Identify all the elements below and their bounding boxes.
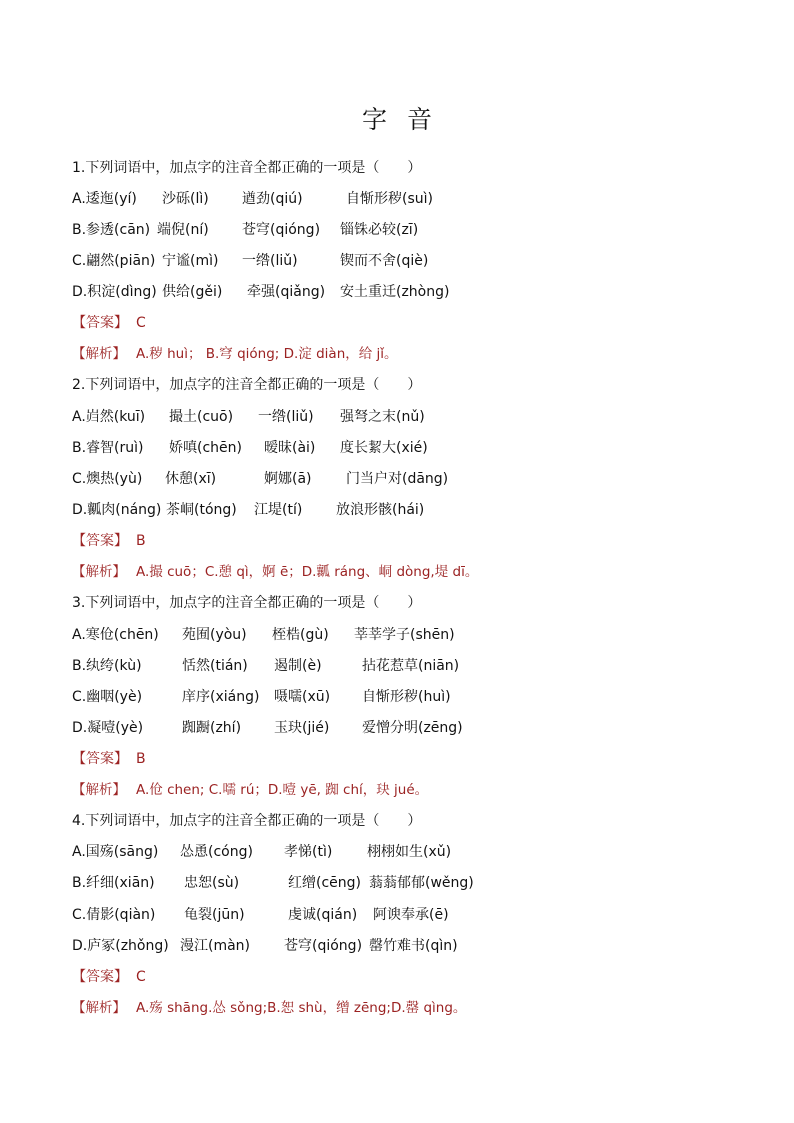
option-word: 一绺(liǔ) — [258, 409, 314, 425]
option-word: 强弩之末(nǔ) — [340, 409, 425, 425]
option-word: A.逶迤(yí) — [72, 191, 137, 207]
answer-label: 【答案】 — [72, 751, 128, 767]
option-word: C.翩然(piān) — [72, 253, 156, 269]
answer-value: B — [136, 533, 146, 549]
option-word: 红缯(cēng) — [288, 875, 361, 891]
option-word: C.倩影(qiàn) — [72, 907, 156, 923]
option-word: 撮土(cuō) — [169, 409, 234, 425]
option-word: 门当户对(dāng) — [346, 471, 449, 487]
option-word: 苍穹(qióng) — [242, 222, 321, 238]
option-word: 婀娜(ā) — [264, 471, 312, 487]
option-word: 蓊蓊郁郁(wěng) — [369, 875, 474, 891]
answer-label: 【答案】 — [72, 533, 128, 549]
option-word: 自惭形秽(suì) — [346, 191, 433, 207]
option-word: 放浪形骸(hái) — [336, 502, 425, 518]
answer-value: C — [136, 969, 146, 985]
option-word: 罄竹难书(qìn) — [369, 938, 458, 954]
option-word: 恬然(tián) — [182, 658, 248, 674]
option-word: B.纤细(xiān) — [72, 875, 155, 891]
option-word: A.岿然(kuī) — [72, 409, 146, 425]
stem-text: 4.下列词语中，加点字的注音全都正确的一项是（ ） — [72, 813, 422, 829]
option-word: 漫江(màn) — [180, 938, 251, 954]
analysis-label: 【解析】 — [72, 346, 126, 362]
option-word: A.寒伧(chēn) — [72, 627, 159, 643]
option-word: 爱憎分明(zēng) — [362, 720, 463, 736]
analysis-label: 【解析】 — [72, 1000, 126, 1016]
option-word: 锲而不舍(qiè) — [340, 253, 429, 269]
option-word: 踟蹰(zhí) — [182, 720, 242, 736]
analysis-label: 【解析】 — [72, 564, 126, 580]
option-word: 莘莘学子(shēn) — [354, 627, 455, 643]
option-word: B.参透(cān) — [72, 222, 151, 238]
stem-text: 2.下列词语中，加点字的注音全都正确的一项是（ ） — [72, 377, 422, 393]
answer-value: C — [136, 315, 146, 331]
option-word: A.国殇(sāng) — [72, 844, 159, 860]
stem-text: 1.下列词语中，加点字的注音全都正确的一项是（ ） — [72, 160, 422, 176]
analysis-text: A.伧 chen; C.嚅 rú；D.噎 yē, 踟 chí，玦 jué。 — [136, 782, 429, 798]
answer-label: 【答案】 — [72, 315, 128, 331]
option-word: 供给(gěi) — [162, 284, 223, 300]
option-word: 阿谀奉承(ē) — [373, 907, 449, 923]
option-word: D.庐冢(zhǒng) — [72, 938, 169, 954]
option-word: 茶峒(tóng) — [166, 502, 237, 518]
analysis-text: A.撮 cuō；C.憩 qì，婀 ē；D.瓤 ráng、峒 dòng,堤 dī。 — [136, 564, 479, 580]
option-word: 沙砾(lì) — [162, 191, 209, 207]
option-word: 苑囿(yòu) — [182, 627, 247, 643]
option-word: B.睿智(ruì) — [72, 440, 144, 456]
option-word: 安土重迁(zhòng) — [340, 284, 450, 300]
option-word: 龟裂(jūn) — [184, 907, 245, 923]
option-word: 一绺(liǔ) — [242, 253, 298, 269]
option-word: C.燠热(yù) — [72, 471, 143, 487]
title-char-1: 字 — [361, 105, 387, 134]
option-word: 娇嗔(chēn) — [169, 440, 242, 456]
option-word: B.纨绔(kù) — [72, 658, 142, 674]
stem-text: 3.下列词语中，加点字的注音全都正确的一项是（ ） — [72, 595, 422, 611]
option-word: 遏制(è) — [274, 658, 322, 674]
option-word: 虔诚(qián) — [288, 907, 358, 923]
option-word: 苍穹(qióng) — [284, 938, 363, 954]
option-word: 栩栩如生(xǔ) — [367, 844, 452, 860]
option-word: 宁谧(mì) — [162, 253, 219, 269]
answer-label: 【答案】 — [72, 969, 128, 985]
option-word: 桎梏(gù) — [272, 627, 329, 643]
answer-value: B — [136, 751, 146, 767]
option-word: 暧昧(ài) — [264, 440, 316, 456]
analysis-label: 【解析】 — [72, 782, 126, 798]
option-word: 锱铢必较(zī) — [340, 222, 419, 238]
analysis-text: A.秽 huì； B.穹 qióng; D.淀 diàn，给 jǐ。 — [136, 346, 398, 362]
analysis-text: A.殇 shāng.怂 sǒng;B.恕 shù，缯 zēng;D.罄 qìng。 — [136, 1000, 467, 1016]
option-word: D.积淀(dìng) — [72, 284, 157, 300]
option-word: 牵强(qiǎng) — [247, 284, 326, 300]
page-title — [0, 100, 794, 136]
option-word: D.凝噎(yè) — [72, 720, 144, 736]
option-word: 度长絜大(xié) — [340, 440, 428, 456]
option-word: C.幽咽(yè) — [72, 689, 143, 705]
option-word: 嗫嚅(xū) — [274, 689, 331, 705]
option-word: 怂恿(cóng) — [180, 844, 253, 860]
option-word: 休憩(xī) — [165, 471, 217, 487]
option-word: 庠序(xiáng) — [182, 689, 260, 705]
option-word: 端倪(ní) — [157, 222, 209, 238]
option-word: D.瓤肉(náng) — [72, 502, 162, 518]
title-char-2: 音 — [407, 105, 433, 134]
option-word: 江堤(tí) — [254, 502, 303, 518]
option-word: 遒劲(qiú) — [242, 191, 303, 207]
option-word: 忠恕(sù) — [184, 875, 240, 891]
option-word: 拈花惹草(niān) — [362, 658, 460, 674]
option-word: 玉玦(jié) — [274, 720, 330, 736]
option-word: 自惭形秽(huì) — [362, 689, 451, 705]
option-word: 孝悌(tì) — [284, 844, 333, 860]
